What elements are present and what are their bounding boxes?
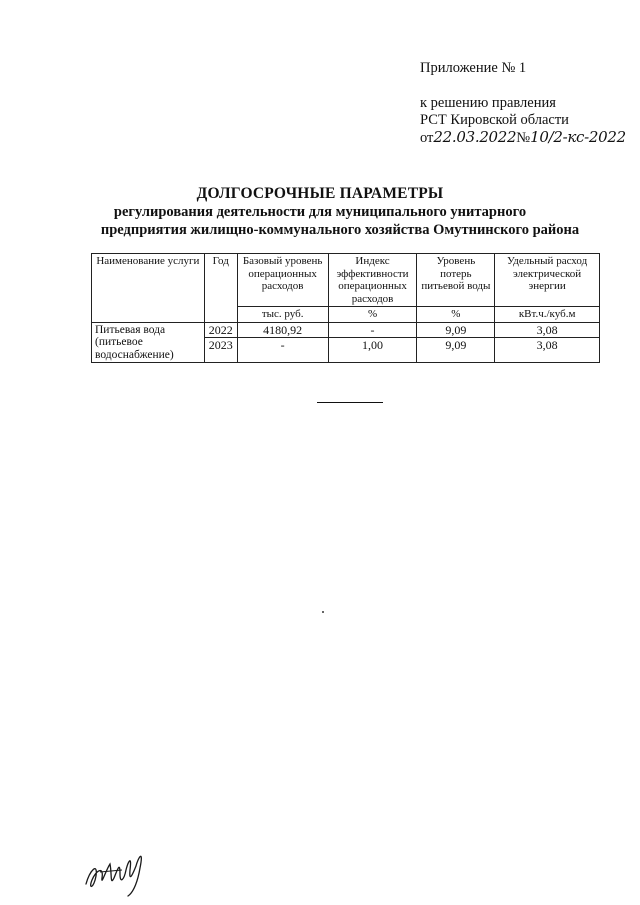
end-divider (317, 402, 383, 403)
row-base: 4180,92 (237, 322, 328, 338)
row-index: 1,00 (328, 338, 417, 363)
unit-losses: % (417, 307, 495, 323)
decision-number: 10/2-кс-2022 (530, 128, 626, 146)
authority-line: РСТ Кировской области (420, 112, 569, 128)
scan-speck (322, 611, 324, 613)
header-efficiency-index: Индекс эффективности операционных расходов (328, 254, 417, 307)
row-losses: 9,09 (417, 322, 495, 338)
decision-date-line (420, 129, 626, 147)
header-year: Год (204, 254, 237, 323)
header-service: Наименование услуги (92, 254, 205, 323)
row-year: 2022 (204, 322, 237, 338)
row-year: 2023 (204, 338, 237, 363)
decision-date: 22.03.2022 (433, 128, 517, 146)
row-index: - (328, 322, 417, 338)
signature-icon (80, 840, 160, 900)
number-sign: № (516, 130, 531, 146)
appendix-title: Приложение № 1 (420, 60, 527, 76)
row-energy: 3,08 (495, 338, 600, 363)
header-energy-consumption: Удельный расход электрической энергии (495, 254, 600, 307)
service-name: Питьевая вода (питьевое водоснабжение) (92, 322, 205, 363)
table-header-row (92, 254, 600, 307)
decision-line: к решению правления (420, 95, 556, 111)
row-losses: 9,09 (417, 338, 495, 363)
parameters-table (91, 253, 600, 363)
appendix-block (420, 60, 626, 147)
document-subtitle-1: регулирования деятельности для муниципального унитарного (113, 204, 527, 220)
date-prefix: от (420, 130, 434, 146)
document-title: ДОЛГОСРОЧНЫЕ ПАРАМЕТРЫ (196, 185, 444, 202)
unit-index: % (328, 307, 417, 323)
unit-energy: кВт.ч./куб.м (495, 307, 600, 323)
row-base: - (237, 338, 328, 363)
table-row (92, 322, 600, 338)
unit-base: тыс. руб. (237, 307, 328, 323)
header-water-losses: Уровень потерь питьевой воды (417, 254, 495, 307)
row-energy: 3,08 (495, 322, 600, 338)
header-base-level: Базовый уровень операционных расходов (237, 254, 328, 307)
document-subtitle-2: предприятия жилищно-коммунального хозяйства Омутнинского района (100, 222, 580, 238)
